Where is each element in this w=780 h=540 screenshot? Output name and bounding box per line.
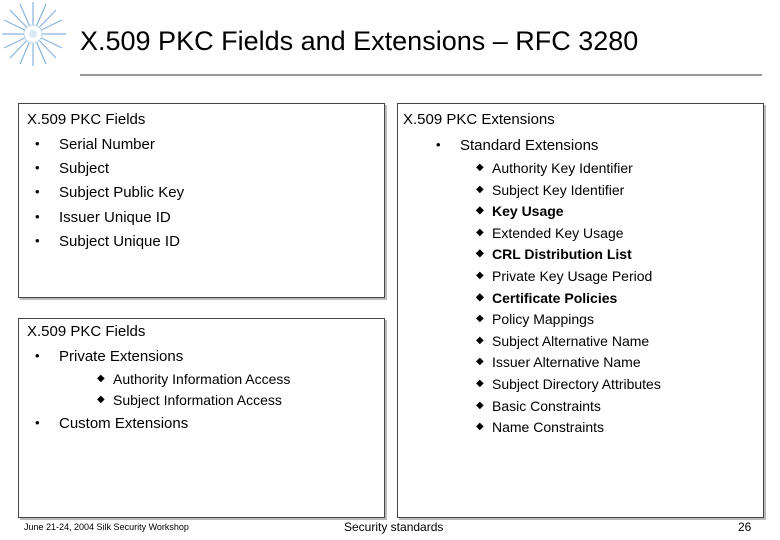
bullet-icon: • <box>35 184 40 199</box>
slide-title: X.509 PKC Fields and Extensions – RFC 3280 <box>80 26 639 56</box>
diamond-bullet-icon: ◆ <box>476 313 484 325</box>
starburst-icon <box>0 0 70 70</box>
diamond-bullet-icon: ◆ <box>476 356 484 368</box>
diamond-bullet-icon: ◆ <box>476 270 484 281</box>
private-extensions-box: X.509 PKC Fields • Private Extensions ◆ Authority Information Access ◆ Subject Information Access • Custom Extensions <box>18 318 385 518</box>
bullet-icon: • <box>35 415 40 430</box>
bullet-icon: • <box>35 136 40 151</box>
box-heading: X.509 PKC Fields <box>27 111 146 128</box>
footer-event: June 21-24, 2004 Silk Security Workshop <box>24 522 189 532</box>
diamond-bullet-icon: ◆ <box>476 291 484 303</box>
diamond-bullet-icon: ◆ <box>476 248 484 260</box>
diamond-bullet-icon: ◆ <box>97 394 105 405</box>
box-heading: X.509 PKC Fields <box>27 323 146 340</box>
diamond-bullet-icon: ◆ <box>476 205 484 217</box>
bullet-icon: • <box>35 348 40 363</box>
bullet-icon: • <box>35 209 40 224</box>
diamond-bullet-icon: ◆ <box>476 378 484 389</box>
pkc-extensions-box: X.509 PKC Extensions • Standard Extensions ◆ Authority Key Identifier ◆ Subject Key Identifier ◆ Key Usage ◆ Extended Key Usage ◆ CRL Distribution List ◆ Private Key Usage Period ◆ Certificate Policies ◆ Policy Mappings ◆ Subject Alternative Name ◆ Issuer Alternative Name ◆ Subject Directory Attributes ◆ Basic Constraints ◆ Name Constraints <box>397 103 764 518</box>
bullet-icon: • <box>436 137 441 152</box>
bullet-icon: • <box>35 160 40 175</box>
page-number: 26 <box>738 520 752 534</box>
diamond-bullet-icon: ◆ <box>476 334 484 346</box>
diamond-bullet-icon: ◆ <box>476 399 484 411</box>
pkc-fields-box: X.509 PKC Fields • Serial Number • Subject • Subject Public Key • Issuer Unique ID • Subject Unique ID <box>18 103 385 298</box>
diamond-bullet-icon: ◆ <box>97 373 105 384</box>
box-heading: X.509 PKC Extensions <box>403 111 555 128</box>
diamond-bullet-icon: ◆ <box>476 226 484 238</box>
bullet-icon: • <box>35 233 40 248</box>
title-rule <box>80 74 762 76</box>
diamond-bullet-icon: ◆ <box>476 162 484 173</box>
diamond-bullet-icon: ◆ <box>476 421 484 433</box>
diamond-bullet-icon: ◆ <box>476 183 484 195</box>
footer-topic: Security standards <box>344 520 444 534</box>
